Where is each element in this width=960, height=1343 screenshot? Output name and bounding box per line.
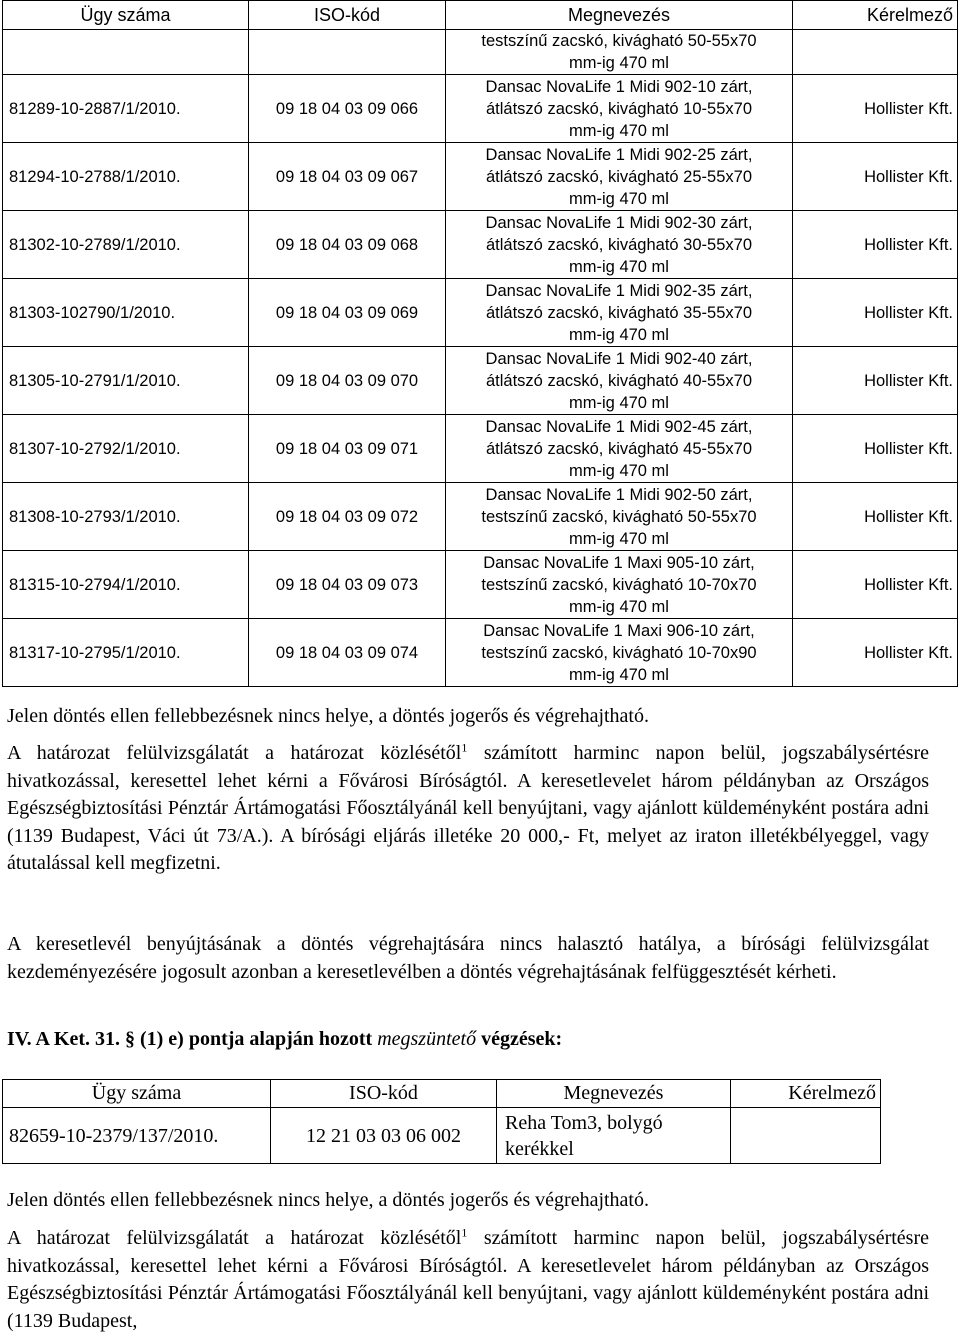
name-line: mm-ig 470 ml [569,121,669,140]
name-line: kerékkel [505,1137,574,1160]
footnote-marker: 1 [461,1225,468,1240]
header-iso-code: ISO-kód [249,1,446,30]
iso-cell: 09 18 04 03 09 074 [249,619,446,687]
name-cell [446,483,793,551]
table-row [3,347,958,415]
table-header-row [3,1080,881,1108]
products-table [2,0,958,687]
table-row [3,483,958,551]
finality-note: Jelen döntés ellen fellebbezésnek nincs helye, a döntés jogerős és végrehajtható. [7,705,649,727]
table-row [3,1108,881,1164]
case-cell: 81305-10-2791/1/2010. [3,347,249,415]
name-line: átlátszó zacskó, kivágható 40-55x70 [486,371,752,390]
iso-cell [249,30,446,75]
case-cell: 81294-10-2788/1/2010. [3,143,249,211]
name-line: Dansac NovaLife 1 Midi 902-25 zárt, [485,145,753,164]
name-line: testszínű zacskó, kivágható 50-55x70 [481,507,757,526]
applicant-cell: Hollister Kft. [793,619,958,687]
header-name: Megnevezés [497,1080,731,1108]
name-line: Dansac NovaLife 1 Maxi 905-10 zárt, [483,553,755,572]
table-row [3,619,958,687]
table-row [3,143,958,211]
name-line: mm-ig 470 ml [569,461,669,480]
finality-note-2: Jelen döntés ellen fellebbezésnek nincs helye, a döntés jogerős és végrehajtható. [7,1189,649,1211]
name-cell [446,30,793,75]
name-cell [446,347,793,415]
iso-cell: 09 18 04 03 09 070 [249,347,446,415]
table-row [3,75,958,143]
header-case-number: Ügy száma [3,1080,271,1108]
iso-cell: 09 18 04 03 09 071 [249,415,446,483]
case-cell: 81315-10-2794/1/2010. [3,551,249,619]
applicant-cell: Hollister Kft. [793,347,958,415]
header-name: Megnevezés [446,1,793,30]
table-row [3,551,958,619]
iso-cell: 09 18 04 03 09 069 [249,279,446,347]
header-applicant: Kérelmező [731,1080,881,1108]
case-cell: 82659-10-2379/137/2010. [3,1108,271,1164]
name-cell [446,415,793,483]
applicant-cell [793,30,958,75]
footnote-marker: 1 [461,740,468,755]
review-paragraph [7,740,929,878]
name-cell [446,75,793,143]
name-line: mm-ig 470 ml [569,529,669,548]
iso-cell: 09 18 04 03 09 066 [249,75,446,143]
iso-cell: 12 21 03 03 06 002 [271,1108,497,1164]
name-line: mm-ig 470 ml [569,189,669,208]
table-row [3,279,958,347]
applicant-cell: Hollister Kft. [793,415,958,483]
name-line: átlátszó zacskó, kivágható 30-55x70 [486,235,752,254]
name-line: átlátszó zacskó, kivágható 10-55x70 [486,99,752,118]
name-line: testszínű zacskó, kivágható 10-70x90 [481,643,757,662]
iso-cell: 09 18 04 03 09 067 [249,143,446,211]
applicant-cell: Hollister Kft. [793,143,958,211]
case-cell [3,30,249,75]
termination-table [2,1079,881,1164]
table-row [3,211,958,279]
review-text-a: A határozat felülvizsgálatát a határozat közlésétől [7,742,462,764]
name-line: mm-ig 470 ml [569,597,669,616]
case-cell: 81308-10-2793/1/2010. [3,483,249,551]
case-cell: 81303-102790/1/2010. [3,279,249,347]
name-line: Dansac NovaLife 1 Midi 902-45 zárt, [485,417,753,436]
review-text-b: számított harminc napon belül, jogszabálysértésre hivatkozással, keresettel lehet kérni a Fővárosi Bíróságtól. A keresetlevelet három példányban az Országos Egészségbiztosítási Pénztár Ártámogatási Főosztályánál kell benyújtani, vagy ajánlott küldeményként postára adni (1139 Budapest, [7,1227,929,1332]
applicant-cell: Hollister Kft. [793,211,958,279]
header-applicant: Kérelmező [793,1,958,30]
name-line: mm-ig 470 ml [569,325,669,344]
case-cell: 81307-10-2792/1/2010. [3,415,249,483]
case-cell: 81289-10-2887/1/2010. [3,75,249,143]
name-line: Dansac NovaLife 1 Midi 902-30 zárt, [485,213,753,232]
name-line: mm-ig 470 ml [569,393,669,412]
section-heading: IV. A Ket. 31. § (1) e) pontja alapján hozott megszüntető végzések: [7,1028,563,1050]
iso-cell: 09 18 04 03 09 073 [249,551,446,619]
header-case-number: Ügy száma [3,1,249,30]
name-cell [446,211,793,279]
applicant-cell [731,1108,881,1164]
name-line: átlátszó zacskó, kivágható 45-55x70 [486,439,752,458]
name-line: átlátszó zacskó, kivágható 35-55x70 [486,303,752,322]
name-line: testszínű zacskó, kivágható 50-55x70 [481,32,757,50]
name-line: Dansac NovaLife 1 Maxi 906-10 zárt, [483,621,755,640]
name-line: átlátszó zacskó, kivágható 25-55x70 [486,167,752,186]
name-cell [446,619,793,687]
case-cell: 81302-10-2789/1/2010. [3,211,249,279]
applicant-cell: Hollister Kft. [793,483,958,551]
name-cell [446,279,793,347]
case-cell: 81317-10-2795/1/2010. [3,619,249,687]
table-row-continued [3,30,958,75]
name-line: Dansac NovaLife 1 Midi 902-10 zárt, [485,77,753,96]
review-paragraph-2 [7,1225,929,1335]
name-line: Dansac NovaLife 1 Midi 902-40 zárt, [485,349,753,368]
name-line: Dansac NovaLife 1 Midi 902-35 zárt, [485,281,753,300]
iso-cell: 09 18 04 03 09 068 [249,211,446,279]
suspension-paragraph: A keresetlevél benyújtásának a döntés végrehajtására nincs halasztó hatálya, a bírósági felülvizsgálat kezdeményezésére jogosult azonban a keresetlevélben a döntés végrehajtásának felfüggesztését kérheti. [7,933,929,983]
name-line: mm-ig 470 ml [569,257,669,276]
review-text-b: számított harminc napon belül, jogszabálysértésre hivatkozással, keresettel lehet kérni a Fővárosi Bíróságtól. A keresetlevelet három példányban az Országos Egészségbiztosítási Pénztár Ártámogatási Főosztályánál kell benyújtani, vagy ajánlott küldeményként postára adni (1139 Budapest, Váci út 73/A.). A bírósági eljárás illetéke 20 000,- Ft, melyet az iraton illetékbélyeggel, vagy átutalással kell megfizetni. [7,742,929,874]
applicant-cell: Hollister Kft. [793,551,958,619]
name-cell [446,143,793,211]
name-line: Dansac NovaLife 1 Midi 902-50 zárt, [485,485,753,504]
table-header-row [3,1,958,30]
name-line: Reha Tom3, bolygó [505,1111,663,1134]
applicant-cell: Hollister Kft. [793,279,958,347]
name-line: testszínű zacskó, kivágható 10-70x70 [481,575,757,594]
name-line: mm-ig 470 ml [569,665,669,684]
name-line: mm-ig 470 ml [569,54,669,72]
table-row [3,415,958,483]
name-cell [446,551,793,619]
review-text-a: A határozat felülvizsgálatát a határozat közlésétől [7,1227,462,1249]
header-iso-code: ISO-kód [271,1080,497,1108]
name-cell [497,1108,731,1164]
applicant-cell: Hollister Kft. [793,75,958,143]
iso-cell: 09 18 04 03 09 072 [249,483,446,551]
